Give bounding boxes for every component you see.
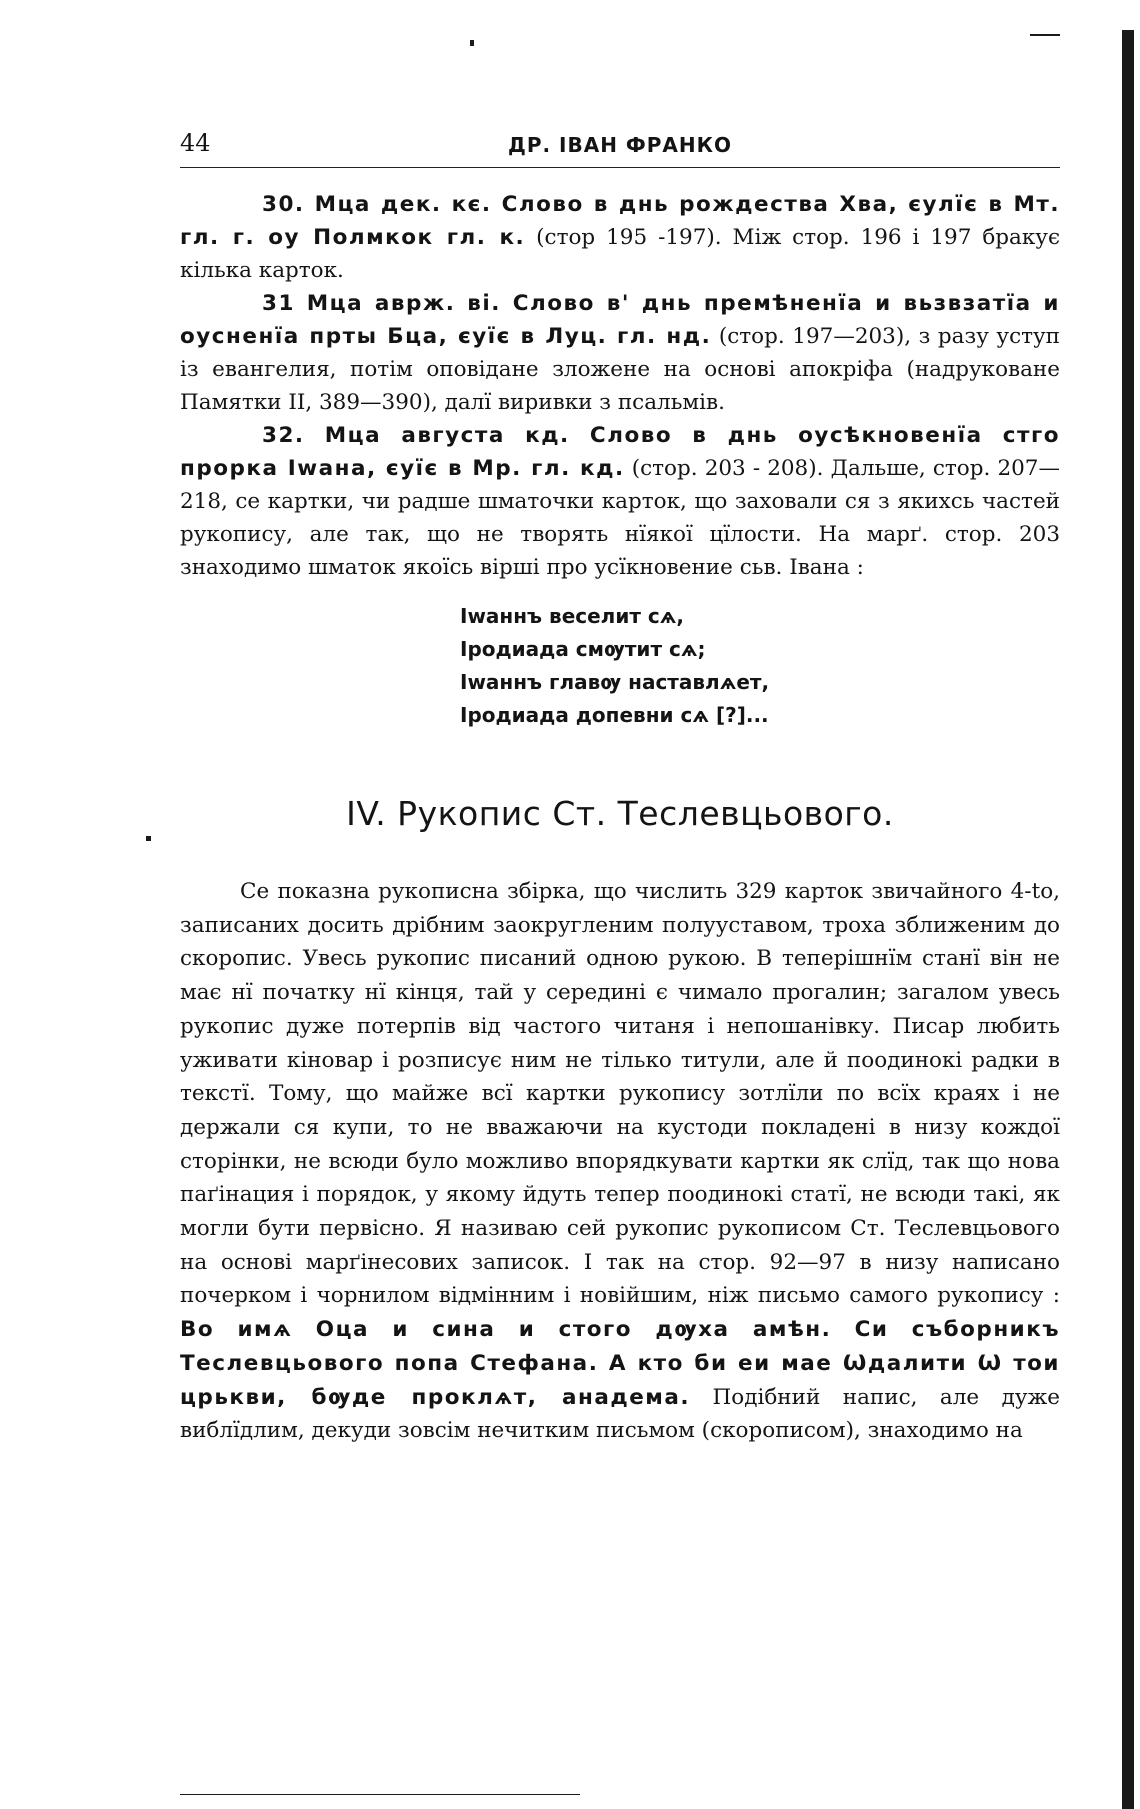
entry-slavonic: 31 Мца аврж. ві. Слово в' днь премѣненїа и вьзвзатїа и оусненїа прты Бца, єуїє в Луц. гл. нд. — [180, 291, 1060, 349]
scan-speck — [470, 40, 474, 46]
verse-line: Іродиада смѹтит сѧ; — [460, 637, 706, 661]
entry-30 — [180, 188, 1060, 287]
verse-line: Іродиада допевни сѧ [?]... — [460, 703, 769, 727]
page — [180, 125, 1060, 1448]
page-header — [180, 125, 1060, 168]
body-paragraph: Се показна рукописна збірка, що числить 329 карток звичайного 4-to, записаних досить дрібним заокругленим полууставом, троха зближеним до скоропис. Увесь рукопис писаний одною рукою. В теперішнїм станї він не має нї початку нї кінця, тай у середині є чимало прогалин; загалом увесь рукопис дуже потерпів від частого читаня і непошанівку. Писар любить уживати кіновар і розписує ним не тілько титули, але й поодинокі радки в текстї. Тому, що майже всї картки рукопису зотлїли по всїх краях і не держали ся купи, то не вважаючи на кустоди покладені в низу кождої сторінки, не всюди було можливо впорядкувати картки як слїд, так що нова паґінация і порядок, у якому йдуть тепер поодинокі статї, не всюди такі, як могли бути первісно. Я називаю сей рукопис рукописом Ст. Теслевцьового на основі марґінесових записок. І так на стор. 92—97 в низу написано почерком і чорнилом відмінним і новійшим, ніж письмо самого рукопису : — [180, 879, 1060, 1309]
running-title: ДР. ІВАН ФРАНКО — [508, 133, 732, 157]
marginal-inscription: Во имѧ Оца и сина и стого дѹха амѣн. Си съборникъ Теслевцьового попа Стефана. А кто би еи мае Ѡдалити Ѡ тои црькви, бѹде проклѧт, анадема. — [180, 1317, 1060, 1410]
entry-text: (стор. 203 - 208). Дальше, стор. 207—218, се картки, чи радше шматочки карток, що заховали ся з якихсь частей рукопису, але так, що не творять нїякої цїлости. На марґ. стор. 203 знаходимо шматок якоїсь вірші про усїкновение сьв. Івана : — [180, 456, 1060, 580]
entry-text: (стор. 197—203), з разу уступ із евангелия, потім оповідане зложене на основі апокріфа (надруковане Памятки II, 389—390), далї виривки з псальмів. — [180, 324, 1060, 415]
section-title: IV. Рукопис Ст. Теслевцьового. — [346, 794, 894, 833]
scan-edge-tick — [1030, 34, 1060, 36]
entry-slavonic: 30. Мца дек. кє. Слово в днь рождества Хва, єулїє в Мт. гл. г. оу Полмкок гл. к. — [180, 192, 1060, 250]
entry-slavonic: 32. Мца августа кд. Слово в днь оусѣкновенїа стго прорка Іwана, єуїє в Мр. гл. кд. — [180, 423, 1060, 481]
verse-line: Іwаннъ веселит сѧ, — [460, 604, 684, 628]
scan-bottom-line — [180, 1794, 580, 1795]
scan-speck — [146, 836, 151, 841]
entry-text: (стор 195 -197). Між стор. 196 і 197 бракує кілька карток. — [180, 225, 1060, 283]
scan-edge-strip — [1122, 30, 1134, 1809]
manuscript-entries — [180, 188, 1060, 584]
page-number: 44 — [180, 129, 211, 157]
verse-line: Іwаннъ главѹ наставлѧет, — [460, 670, 770, 694]
verse-quote — [460, 600, 1060, 732]
section-body — [180, 875, 1060, 1448]
entry-31 — [180, 287, 1060, 419]
entry-32 — [180, 419, 1060, 584]
body-paragraph-end: Подібний напис, але дуже виблїдлим, декуди зовсім нечитким письмом (скорописом), знаходимо на — [180, 1384, 1060, 1444]
